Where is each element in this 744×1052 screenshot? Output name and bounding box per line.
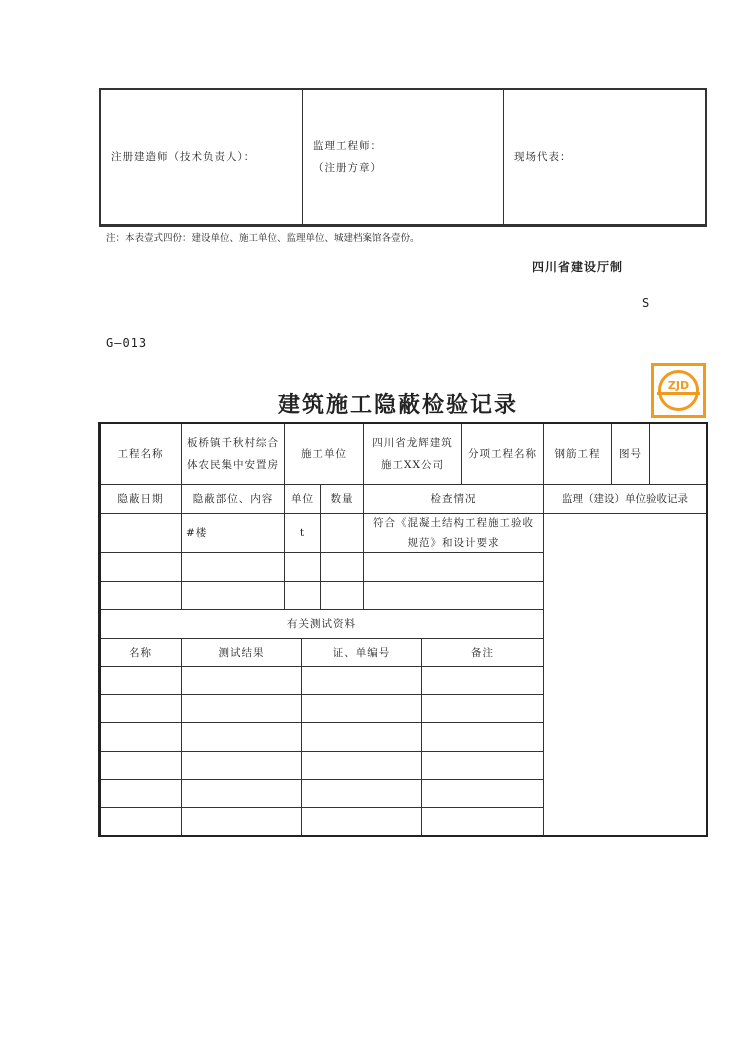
copies-note: 注：本表壹式四份：建设单位、施工单位、监理单位、城建档案馆各壹份。 [106,233,420,244]
empty-cell [99,552,182,582]
test-cell [99,694,182,723]
col-inspection: 检查情况 [363,484,544,514]
test-cell [301,722,422,752]
subproject-value: 钢筋工程 [543,423,612,485]
test-cell [181,751,302,780]
test-cell [99,807,182,837]
test-cell [421,666,544,695]
test-cell [99,666,182,695]
test-cell [181,694,302,723]
col-acceptance: 监理（建设）单位验收记录 [543,484,707,514]
test-cell [301,666,422,695]
empty-cell [320,552,364,582]
test-cell [181,779,302,808]
test-cell [421,807,544,837]
form-code: G—013 [106,336,148,350]
engineer-label: 注册建造师（技术负责人）： [111,151,256,163]
form-title: 建筑施工隐蔽检验记录 [278,393,519,418]
col-unit: 单位 [284,484,321,514]
empty-cell [181,552,285,582]
empty-cell [363,581,544,610]
site-rep-signature-cell [503,88,707,227]
col-date: 隐蔽日期 [99,484,182,514]
supervisor-seal-label: （注册方章） [313,162,382,174]
project-value: 板桥镇千秋村综合体农民集中安置房 [181,423,285,485]
col-qty: 数量 [320,484,364,514]
test-cell [99,779,182,808]
drawing-value [649,423,707,485]
test-cell [421,779,544,808]
subproject-label: 分项工程名称 [461,423,544,485]
drawing-label: 图号 [611,423,650,485]
test-cell [99,722,182,752]
logo-text: ZJD [667,379,690,392]
issuer: 四川省建设厅制 [532,260,624,274]
row1-qty [320,513,364,553]
tests-col-remark: 备注 [421,638,544,667]
empty-cell [181,581,285,610]
contractor-value: 四川省龙辉建筑施工XX公司 [363,423,462,485]
test-cell [421,694,544,723]
row1-unit: t [284,513,321,553]
empty-cell [284,581,321,610]
tests-section-header: 有关测试资料 [99,609,544,639]
empty-cell [320,581,364,610]
test-cell [301,779,422,808]
supervisor-signature-cell [302,88,504,227]
supervisor-label: 监理工程师： [313,140,382,152]
zjd-logo [651,363,706,418]
test-cell [181,807,302,837]
test-cell [421,751,544,780]
row1-date [99,513,182,553]
test-cell [99,751,182,780]
test-cell [301,751,422,780]
test-cell [181,666,302,695]
row1-inspection: 符合《混凝土结构工程施工验收规范》和设计要求 [363,513,544,553]
tests-col-result: 测试结果 [181,638,302,667]
engineer-signature-cell [99,88,303,227]
empty-cell [363,552,544,582]
contractor-label: 施工单位 [284,423,364,485]
col-part: 隐蔽部位、内容 [181,484,285,514]
test-cell [301,807,422,837]
form-code-s: S [642,296,651,310]
test-cell [181,722,302,752]
tests-col-cert: 证、单编号 [301,638,422,667]
test-cell [421,722,544,752]
project-label: 工程名称 [99,423,182,485]
test-cell [301,694,422,723]
site-rep-label: 现场代表： [514,151,572,163]
empty-cell [284,552,321,582]
tests-col-name: 名称 [99,638,182,667]
acceptance-record-cell [543,513,707,837]
row1-part: #楼 [181,513,285,553]
empty-cell [99,581,182,610]
